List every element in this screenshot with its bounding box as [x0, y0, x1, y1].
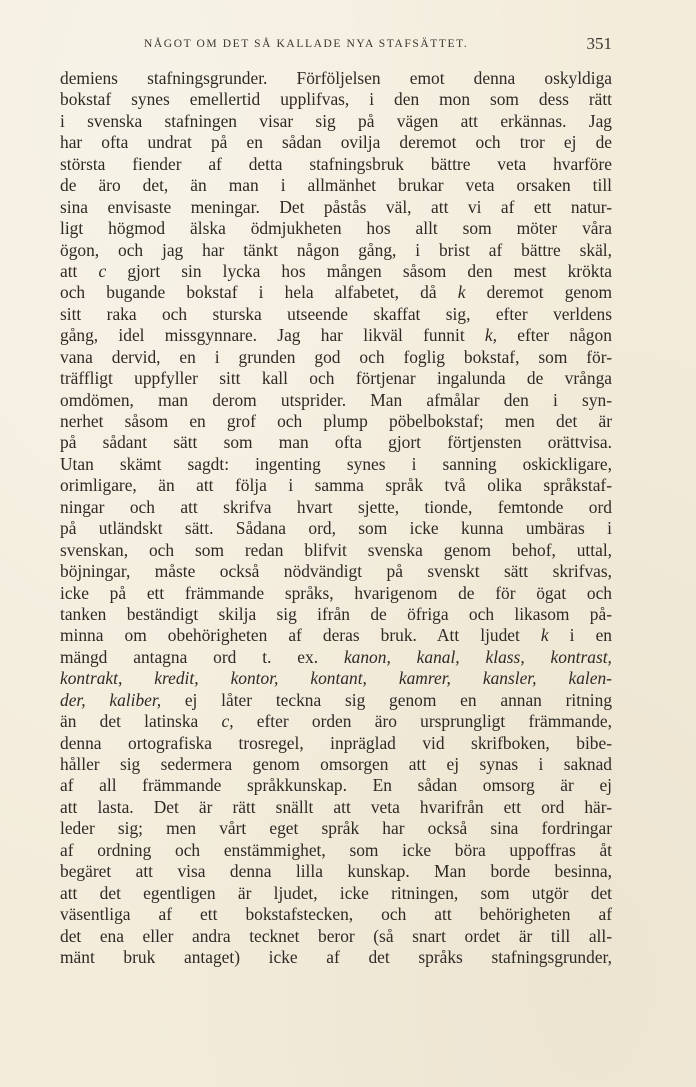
text-line: begäret att visa denna lilla kunskap. Man borde besinna,: [60, 861, 612, 882]
text-line: icke på ett främmande språks, hvarigenom de för ögat och: [60, 582, 612, 603]
text-line: Utan skämt sagdt: ingenting synes i sanning oskickligare,: [60, 453, 612, 474]
text-line: nerhet såsom en grof och plump pöbelbokstaf; men det är: [60, 411, 612, 431]
text-line: af all främmande språkkunskap. En sådan omsorg är ej: [60, 775, 612, 796]
text-line: ögon, och jag har tänkt någon gång, i brist af bättre skäl,: [60, 239, 612, 260]
text-line: orimligare, än att följa i samma språk två olika språkstaf-: [60, 475, 612, 496]
text-line: och bugande bokstaf i hela alfabetet, då k deremot genom: [60, 282, 612, 303]
text-line: af ordning och enstämmighet, som icke böra uppoffras åt: [60, 839, 612, 860]
text-line: i svenska stafningen visar sig på vägen att erkännas. Jag: [60, 110, 612, 131]
text-line: sitt raka och sturska utseende skaffat sig, efter verldens: [60, 303, 612, 324]
text-line: bokstaf synes emellertid upplifvas, i den mon som dess rätt: [60, 89, 612, 110]
text-line: leder sig; men vårt eget språk har också sina fordringar: [60, 818, 612, 839]
text-line: minna om obehörigheten af deras bruk. Att ljudet k i en: [60, 625, 612, 646]
text-line: ningar och att skrifva hvart sjette, tionde, femtonde ord: [60, 496, 612, 517]
text-line: der, kaliber, ej låter teckna sig genom en annan ritning: [60, 689, 612, 710]
text-line: största fiender af detta stafningsbruk bättre veta hvarföre: [60, 153, 612, 174]
text-line: på sådant sätt som man ofta gjort förtjensten orättvisa.: [60, 432, 612, 453]
text-line: det ena eller andra tecknet beror (så snart ordet är till all-: [60, 925, 612, 946]
text-line: än det latinska c, efter orden äro ursprungligt främmande,: [60, 711, 612, 732]
text-line: sina envisaste meningar. Det påstås väl, att vi af ett natur-: [60, 196, 612, 217]
text-line: vana dervid, en i grunden god och foglig bokstaf, som för-: [60, 346, 612, 367]
running-title: NÅGOT OM DET SÅ KALLADE NYA STAFSÄTTET.: [144, 38, 469, 50]
page-number: 351: [586, 34, 612, 53]
text-line: håller sig sedermera genom omsorgen att ej synas i saknad: [60, 754, 612, 774]
text-line: att det egentligen är ljudet, icke ritningen, som utgör det: [60, 882, 612, 903]
running-header: [60, 34, 612, 56]
text-line: böjningar, måste också nödvändigt på svenskt sätt skrifvas,: [60, 561, 612, 582]
text-line: omdömen, man derom utsprider. Man afmålar den i syn-: [60, 389, 612, 410]
text-line: svenskan, och som redan blifvit svenska genom behof, uttal,: [60, 539, 612, 560]
text-line: tanken beständigt skilja sig ifrån de öfriga och likasom på-: [60, 603, 612, 624]
text-line: mänt bruk antaget) icke af det språks stafningsgrunder,: [60, 946, 612, 967]
text-line: ligt högmod älska ödmjukheten hos allt som möter våra: [60, 218, 612, 239]
text-line: mängd antagna ord t. ex. kanon, kanal, klass, kontrast,: [60, 646, 612, 667]
text-line: de äro det, än man i allmänhet brukar veta orsaken till: [60, 175, 612, 196]
text-line: att c gjort sin lycka hos mången såsom den mest krökta: [60, 260, 612, 281]
text-line: gång, idel missgynnare. Jag har likväl funnit k, efter någon: [60, 325, 612, 346]
text-line: kontrakt, kredit, kontor, kontant, kamrer, kansler, kalen-: [60, 668, 612, 689]
body-text: [60, 68, 612, 968]
text-line: träffligt uppfyller sitt kall och förtjenar ingalunda de vrånga: [60, 368, 612, 389]
text-line: på utländskt sätt. Sådana ord, som icke kunna umbäras i: [60, 518, 612, 539]
text-line: att lasta. Det är rätt snällt att veta hvarifrån ett ord här-: [60, 796, 612, 817]
text-line: har ofta undrat på en sådan ovilja deremot och tror ej de: [60, 132, 612, 153]
text-line: väsentliga af ett bokstafstecken, och att behörigheten af: [60, 904, 612, 925]
text-line: demiens stafningsgrunder. Förföljelsen emot denna oskyldiga: [60, 68, 612, 88]
text-line: denna ortografiska trosregel, inpräglad vid skrifboken, bibe-: [60, 732, 612, 753]
